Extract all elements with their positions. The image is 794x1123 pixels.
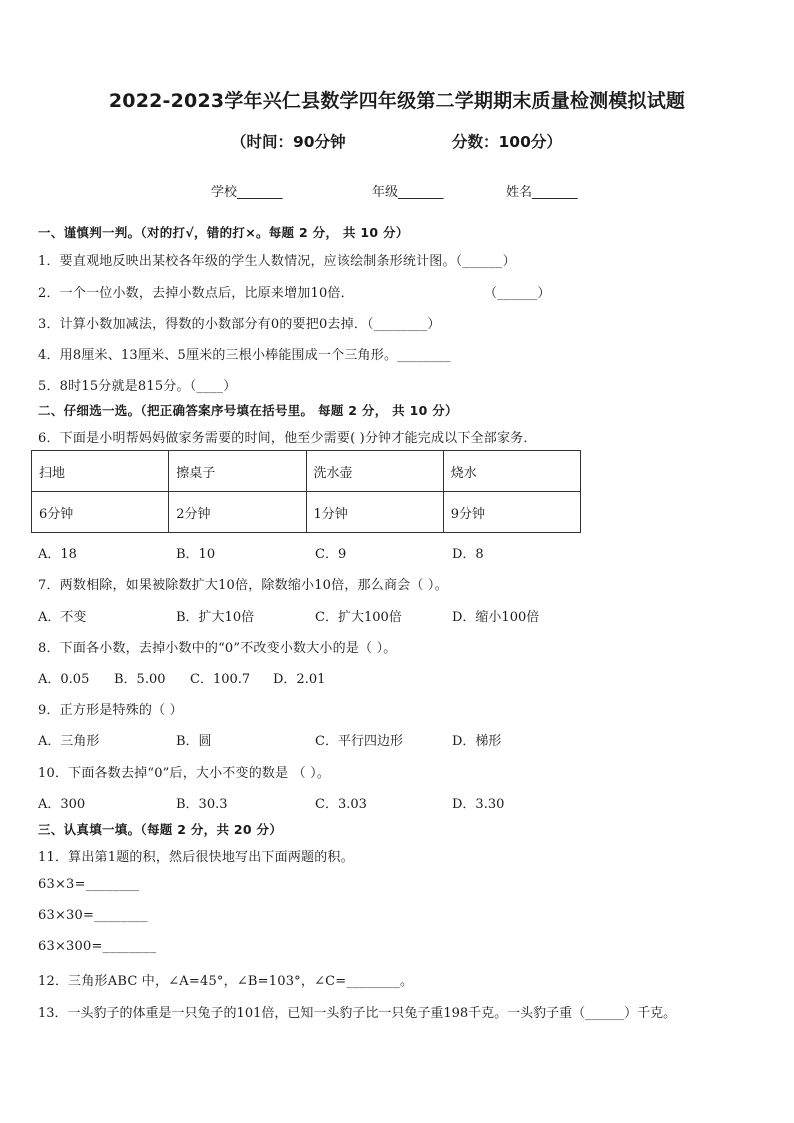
section2-heading: 二、仔细选一选。（把正确答案序号填在括号里。 每题 2 分， 共 10 分） <box>38 403 458 418</box>
q6-option-b: B．10 <box>176 547 216 562</box>
q9-option-d: D．梯形 <box>452 734 502 749</box>
question-2: 2．一个一位小数，去掉小数点后，比原来增加10倍． <box>38 286 354 301</box>
table-cell: 9分钟 <box>443 492 580 533</box>
table-header-cell: 扫地 <box>32 451 169 492</box>
q6-option-c: C．9 <box>315 547 347 562</box>
question-6: 6．下面是小明帮妈妈做家务需要的时间，他至少需要( )分钟才能完成以下全部家务． <box>38 431 537 446</box>
chores-table <box>31 450 581 533</box>
q9-option-c: C．平行四边形 <box>315 734 403 749</box>
q7-option-b: B．扩大10倍 <box>176 610 255 625</box>
q9-option-a: A．三角形 <box>38 734 100 749</box>
section1-heading: 一、谨慎判一判。（对的打√，错的打×。每题 2 分， 共 10 分） <box>38 225 409 240</box>
q6-option-d: D．8 <box>452 547 484 562</box>
question-7: 7．两数相除，如果被除数扩大10倍，除数缩小10倍，那么商会（ ）。 <box>38 578 448 593</box>
question-5: 5．8时15分就是815分。（____） <box>38 379 237 394</box>
table-header-cell: 擦桌子 <box>169 451 306 492</box>
q10-option-a: A．300 <box>38 797 86 812</box>
q7-option-d: D．缩小100倍 <box>452 610 540 625</box>
q8-option-c: C．100.7 <box>190 672 251 687</box>
table-row <box>32 451 581 492</box>
table-cell: 1分钟 <box>306 492 443 533</box>
name-field: 姓名_______ <box>506 185 578 200</box>
q6-option-a: A．18 <box>38 547 77 562</box>
question-12: 12．三角形ABC 中，∠A=45°，∠B=103°，∠C=________。 <box>38 974 414 989</box>
table-header-cell: 洗水壶 <box>306 451 443 492</box>
question-10: 10．下面各数去掉“0”后，大小不变的数是 （ ）。 <box>38 766 331 781</box>
question-1: 1．要直观地反映出某校各年级的学生人数情况，应该绘制条形统计图。（______） <box>38 254 516 269</box>
q7-option-a: A．不变 <box>38 610 87 625</box>
question-3: 3．计算小数加减法，得数的小数部分有0的要把0去掉．（________） <box>38 317 441 332</box>
question-9: 9．正方形是特殊的（ ） <box>38 703 183 718</box>
q11-line-3: 63×300=________ <box>38 939 157 954</box>
exam-time: （时间：90分钟 <box>231 133 346 151</box>
q8-option-d: D．2.01 <box>273 672 326 687</box>
table-cell: 2分钟 <box>169 492 306 533</box>
q11-line-1: 63×3=________ <box>38 877 140 892</box>
table-row <box>32 492 581 533</box>
q10-option-b: B．30.3 <box>176 797 228 812</box>
grade-field: 年级_______ <box>372 185 444 200</box>
question-4: 4．用8厘米、13厘米、5厘米的三根小棒能围成一个三角形。________ <box>38 348 451 363</box>
exam-score: 分数：100分） <box>452 133 562 151</box>
q8-option-b: B．5.00 <box>114 672 166 687</box>
school-field: 学校_______ <box>211 185 283 200</box>
question-13: 13．一头豹子的体重是一只兔子的101倍，已知一头豹子比一只兔子重198千克。一头豹子重（______）千克。 <box>38 1006 677 1021</box>
question-2-blank: （______） <box>484 286 551 301</box>
question-11: 11．算出第1题的积，然后很快地写出下面两题的积。 <box>38 850 354 865</box>
q9-option-b: B．圆 <box>176 734 212 749</box>
table-cell: 6分钟 <box>32 492 169 533</box>
table-header-cell: 烧水 <box>443 451 580 492</box>
q7-option-c: C．扩大100倍 <box>315 610 402 625</box>
section3-heading: 三、认真填一填。（每题 2 分，共 20 分） <box>38 822 283 837</box>
page-title: 2022-2023学年兴仁县数学四年级第二学期期末质量检测模拟试题 <box>108 90 686 112</box>
q8-option-a: A．0.05 <box>38 672 90 687</box>
q10-option-d: D．3.30 <box>452 797 505 812</box>
question-8: 8．下面各小数，去掉小数中的“0”不改变小数大小的是（ ）。 <box>38 641 397 656</box>
q10-option-c: C．3.03 <box>315 797 367 812</box>
q11-line-2: 63×30=________ <box>38 908 148 923</box>
